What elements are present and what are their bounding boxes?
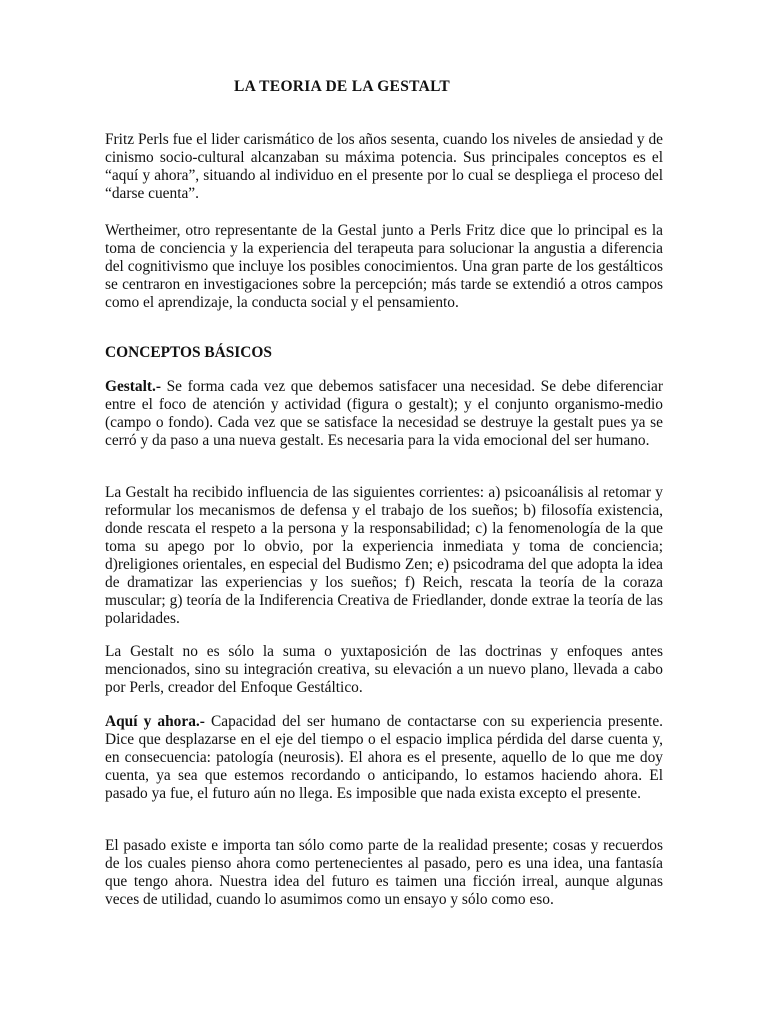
here-now-definition: Capacidad del ser humano de contactarse con su experiencia presente. Dice que desplazarse en el eje del tiempo o el espacio implica pérdida del darse cuenta y, en consecuencia: patología (neurosis). El ahora es el presente, aquello de lo que me doy cuenta, ya sea que estemos recordando o anticipando, lo estamos haciendo ahora. El pasado ya fue, el futuro aún no llega. Es imposible que nada exista excepto el presente. <box>105 713 663 802</box>
here-now-paragraph <box>105 713 663 803</box>
gestalt-term: Gestalt.- <box>105 378 161 395</box>
past-paragraph: El pasado existe e importa tan sólo como parte de la realidad presente; cosas y recuerdos de los cuales pienso ahora como pertenecientes al pasado, pero es una idea, una fantasía que tengo ahora. Nuestra idea del futuro es taimen una ficción irreal, aunque algunas veces de utilidad, cuando lo asumimos como un ensayo y sólo como eso. <box>105 837 663 908</box>
intro-paragraph-1: Fritz Perls fue el lider carismático de los años sesenta, cuando los niveles de ansiedad y de cinismo socio-cultural alcanzaban su máxima potencia. Sus principales conceptos es el “aquí y ahora”, situando al individuo en el presente por lo cual se despliega el proceso del “darse cuenta”. <box>105 131 663 202</box>
integration-paragraph: La Gestalt no es sólo la suma o yuxtaposición de las doctrinas y enfoques antes mencionados, sino su integración creativa, su elevación a un nuevo plano, llevada a cabo por Perls, creador del Enfoque Gestáltico. <box>105 643 663 696</box>
intro-paragraph-2: Wertheimer, otro representante de la Gestal junto a Perls Fritz dice que lo principal es la toma de conciencia y la experiencia del terapeuta para solucionar la angustia a diferencia del cognitivismo que incluye los posibles conocimientos. Una gran parte de los gestálticos se centraron en investigaciones sobre la percepción; más tarde se extendió a otros campos como el aprendizaje, la conducta social y el pensamiento. <box>105 222 663 311</box>
section-heading: CONCEPTOS BÁSICOS <box>105 344 272 361</box>
gestalt-paragraph <box>105 378 663 450</box>
document-title: LA TEORIA DE LA GESTALT <box>234 78 450 95</box>
influences-paragraph: La Gestalt ha recibido influencia de las siguientes corrientes: a) psicoanálisis al retomar y reformular los mecanismos de defensa y el trabajo de los sueños; b) filosofía existencia, donde rescata el respeto a la persona y la responsabilidad; c) la fenomenología de la que toma su apego por lo obvio, por la experiencia inmediata y toma de conciencia; d)religiones orientales, en especial del Budismo Zen; e) psicodrama del que adopta la idea de dramatizar las experiencias y los sueños; f) Reich, rescata la teoría de la coraza muscular; g) teoría de la Indiferencia Creativa de Friedlander, donde extrae la teoría de las polaridades. <box>105 484 663 627</box>
here-now-term: Aquí y ahora.- <box>105 713 205 730</box>
gestalt-definition: Se forma cada vez que debemos satisfacer una necesidad. Se debe diferenciar entre el foco de atención y actividad (figura o gestalt); y el conjunto organismo-medio (campo o fondo). Cada vez que se satisface la necesidad se destruye la gestalt pues ya se cerró y da paso a una nueva gestalt. Es necesaria para la vida emocional del ser humano. <box>105 378 663 449</box>
